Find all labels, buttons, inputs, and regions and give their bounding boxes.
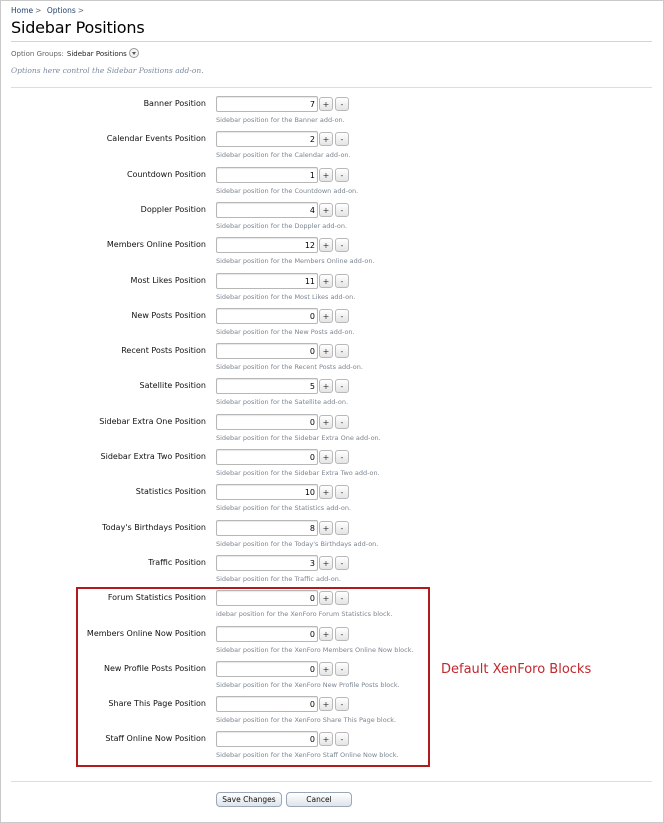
increment-button[interactable]: + — [319, 415, 333, 429]
position-input[interactable]: 0 — [216, 308, 318, 324]
increment-button[interactable]: + — [319, 627, 333, 641]
increment-button[interactable]: + — [319, 556, 333, 570]
option-label: Share This Page Position — [108, 699, 206, 708]
option-hint: Sidebar position for the XenForo Share This Page block. — [216, 716, 397, 724]
breadcrumb-separator: > — [35, 6, 42, 15]
option-hint: Sidebar position for the Traffic add-on. — [216, 575, 341, 583]
option-label: Most Likes Position — [130, 276, 206, 285]
breadcrumb-home-link[interactable]: Home — [11, 6, 34, 15]
option-row — [0, 378, 664, 413]
option-hint: Sidebar position for the XenForo Staff Online Now block. — [216, 751, 399, 759]
position-input[interactable]: 0 — [216, 626, 318, 642]
increment-button[interactable]: + — [319, 521, 333, 535]
option-hint: Sidebar position for the Today's Birthdays add-on. — [216, 540, 379, 548]
position-input[interactable]: 0 — [216, 661, 318, 677]
decrement-button[interactable]: - — [335, 238, 349, 252]
option-groups-label: Option Groups: — [11, 50, 64, 58]
option-row — [0, 308, 664, 343]
increment-button[interactable]: + — [319, 379, 333, 393]
position-input[interactable]: 0 — [216, 731, 318, 747]
decrement-button[interactable]: - — [335, 97, 349, 111]
option-hint: Sidebar position for the Sidebar Extra One add-on. — [216, 434, 381, 442]
option-hint: Sidebar position for the Calendar add-on. — [216, 151, 351, 159]
option-label: Members Online Now Position — [86, 629, 206, 638]
option-row — [0, 520, 664, 555]
decrement-button[interactable]: - — [335, 132, 349, 146]
increment-button[interactable]: + — [319, 450, 333, 464]
option-row — [0, 167, 664, 202]
position-input[interactable]: 0 — [216, 449, 318, 465]
position-input[interactable]: 0 — [216, 696, 318, 712]
default-blocks-label: Default XenForo Blocks — [441, 662, 592, 677]
default-blocks-highlight — [76, 587, 430, 767]
breadcrumb-options-link[interactable]: Options — [46, 6, 76, 15]
position-input[interactable]: 4 — [216, 202, 318, 218]
decrement-button[interactable]: - — [335, 521, 349, 535]
increment-button[interactable]: + — [319, 697, 333, 711]
option-hint: Sidebar position for the Satellite add-on. — [216, 398, 349, 406]
position-input[interactable]: 0 — [216, 590, 318, 606]
option-label: New Posts Position — [131, 311, 206, 320]
option-hint: Sidebar position for the Most Likes add-on. — [216, 293, 356, 301]
decrement-button[interactable]: - — [335, 309, 349, 323]
position-input[interactable]: 3 — [216, 555, 318, 571]
position-input[interactable]: 7 — [216, 96, 318, 112]
decrement-button[interactable]: - — [335, 662, 349, 676]
increment-button[interactable]: + — [319, 97, 333, 111]
decrement-button[interactable]: - — [335, 274, 349, 288]
position-input[interactable]: 0 — [216, 414, 318, 430]
increment-button[interactable]: + — [319, 238, 333, 252]
option-label: Calendar Events Position — [106, 134, 206, 143]
option-row — [0, 484, 664, 519]
option-hint: Sidebar position for the Recent Posts add-on. — [216, 363, 363, 371]
position-input[interactable]: 0 — [216, 343, 318, 359]
increment-button[interactable]: + — [319, 662, 333, 676]
position-input[interactable]: 2 — [216, 131, 318, 147]
option-label: Forum Statistics Position — [107, 593, 206, 602]
decrement-button[interactable]: - — [335, 344, 349, 358]
decrement-button[interactable]: - — [335, 732, 349, 746]
option-hint: Sidebar position for the Sidebar Extra Two add-on. — [216, 469, 380, 477]
divider — [11, 87, 652, 88]
option-hint: Sidebar position for the XenForo New Profile Posts block. — [216, 681, 400, 689]
option-label: Sidebar Extra Two Position — [100, 452, 206, 461]
position-input[interactable]: 11 — [216, 273, 318, 289]
divider — [11, 781, 652, 782]
option-row — [0, 202, 664, 237]
increment-button[interactable]: + — [319, 168, 333, 182]
increment-button[interactable]: + — [319, 732, 333, 746]
position-input[interactable]: 10 — [216, 484, 318, 500]
divider — [11, 41, 652, 42]
option-label: New Profile Posts Position — [103, 664, 206, 673]
option-row — [0, 131, 664, 166]
option-label: Recent Posts Position — [121, 346, 206, 355]
option-label: Traffic Position — [148, 558, 206, 567]
chevron-down-icon[interactable] — [129, 48, 139, 58]
option-hint: Sidebar position for the Statistics add-on. — [216, 504, 352, 512]
page-title: Sidebar Positions — [11, 18, 145, 37]
decrement-button[interactable]: - — [335, 556, 349, 570]
option-hint: idebar position for the XenForo Forum Statistics block. — [216, 610, 393, 618]
decrement-button[interactable]: - — [335, 203, 349, 217]
option-hint: Sidebar position for the XenForo Members Online Now block. — [216, 646, 414, 654]
page-description: Options here control the Sidebar Positions add-on. — [11, 66, 204, 75]
increment-button[interactable]: + — [319, 344, 333, 358]
decrement-button[interactable]: - — [335, 627, 349, 641]
cancel-button[interactable]: Cancel — [286, 792, 352, 807]
decrement-button[interactable]: - — [335, 591, 349, 605]
option-row — [0, 414, 664, 449]
position-input[interactable]: 1 — [216, 167, 318, 183]
option-hint: Sidebar position for the Doppler add-on. — [216, 222, 348, 230]
breadcrumb-separator: > — [77, 6, 85, 15]
option-label: Sidebar Extra One Position — [99, 417, 206, 426]
option-label: Members Online Position — [106, 240, 206, 249]
option-hint: Sidebar position for the New Posts add-on. — [216, 328, 355, 336]
increment-button[interactable]: + — [319, 309, 333, 323]
option-groups-value: Sidebar Positions — [66, 50, 127, 58]
option-row — [0, 237, 664, 272]
save-changes-button[interactable]: Save Changes — [216, 792, 282, 807]
option-hint: Sidebar position for the Members Online add-on. — [216, 257, 375, 265]
option-hint: Sidebar position for the Banner add-on. — [216, 116, 345, 124]
increment-button[interactable]: + — [319, 485, 333, 499]
decrement-button[interactable]: - — [335, 697, 349, 711]
increment-button[interactable]: + — [319, 132, 333, 146]
position-input[interactable]: 8 — [216, 520, 318, 536]
option-label: Today's Birthdays Position — [102, 523, 206, 532]
option-label: Staff Online Now Position — [105, 734, 206, 743]
increment-button[interactable]: + — [319, 274, 333, 288]
breadcrumb — [11, 6, 87, 15]
position-input[interactable]: 12 — [216, 237, 318, 253]
decrement-button[interactable]: - — [335, 415, 349, 429]
option-row — [0, 555, 664, 590]
decrement-button[interactable]: - — [335, 485, 349, 499]
position-input[interactable]: 5 — [216, 378, 318, 394]
decrement-button[interactable]: - — [335, 450, 349, 464]
option-row — [0, 96, 664, 131]
decrement-button[interactable]: - — [335, 379, 349, 393]
increment-button[interactable]: + — [319, 203, 333, 217]
option-row — [0, 273, 664, 308]
decrement-button[interactable]: - — [335, 168, 349, 182]
option-label: Banner Position — [143, 99, 206, 108]
option-row — [0, 449, 664, 484]
option-groups — [11, 48, 139, 58]
option-row — [0, 343, 664, 378]
increment-button[interactable]: + — [319, 591, 333, 605]
option-label: Doppler Position — [140, 205, 206, 214]
option-hint: Sidebar position for the Countdown add-on. — [216, 187, 359, 195]
option-label: Satellite Position — [139, 381, 206, 390]
option-label: Countdown Position — [126, 170, 206, 179]
option-label: Statistics Position — [135, 487, 206, 496]
